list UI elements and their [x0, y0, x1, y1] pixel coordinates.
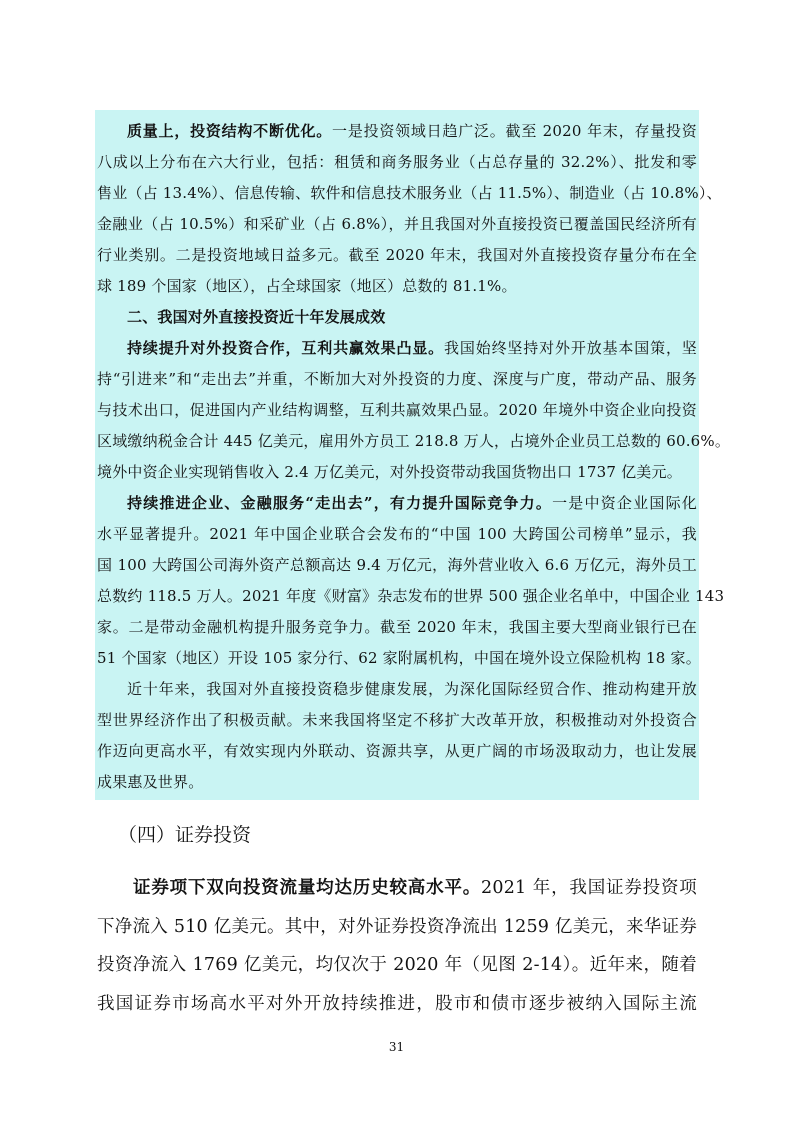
body-line-4: 我国证券市场高水平对外开放持续推进，股市和债市逐步被纳入国际主流: [97, 994, 697, 1014]
p2-line-4: 区域缴纳税金合计 445 亿美元，雇用外方员工 218.8 万人，占境外企业员工总数的 60.6%。: [97, 432, 731, 450]
p2-line-1: [97, 338, 697, 358]
p2-line-2: 持“引进来”和“走出去”并重，不断加大对外投资的力度、深度与广度，带动产品、服务: [97, 370, 697, 388]
p1-lead: 质量上，投资结构不断优化。: [127, 122, 333, 140]
p1-line-4: 金融业（占 10.5%）和采矿业（占 6.8%），并且我国对外直接投资已覆盖国民经济所有: [97, 215, 697, 233]
page-number: 31: [388, 1040, 405, 1054]
p2-line-5: 境外中资企业实现销售收入 2.4 万亿美元，对外投资带动我国货物出口 1737 亿美元。: [97, 463, 682, 481]
p2-lead: 持续提升对外投资合作，互利共赢效果凸显。: [127, 339, 445, 357]
p3-lead: 持续推进企业、金融服务“走出去”，有力提升国际竞争力。: [127, 494, 553, 512]
body-line-1: [97, 876, 697, 900]
p3-line-4: 总数约 118.5 万人。2021 年度《财富》杂志发布的世界 500 强企业名单中，中国企业 143: [97, 587, 725, 605]
p4-line-2: 型世界经济作出了积极贡献。未来我国将坚定不移扩大改革开放，积极推动对外投资合: [97, 711, 697, 729]
p1-line-5: 行业类别。二是投资地域日益多元。截至 2020 年末，我国对外直接投资存量分布在全: [97, 246, 697, 264]
p3-line-1-text: 一是中资企业国际化: [552, 494, 697, 512]
p1-line-2: 八成以上分布在六大行业，包括：租赁和商务服务业（占总存量的 32.2%）、批发和零: [97, 153, 697, 171]
p1-line-1-text: 一是投资领域日趋广泛。截至 2020 年末，存量投资: [332, 122, 697, 140]
p3-line-2: 水平显著提升。2021 年中国企业联合会发布的“中国 100 大跨国公司榜单”显示，我: [97, 525, 697, 543]
p1-line-3: 售业（占 13.4%）、信息传输、软件和信息技术服务业（占 11.5%）、制造业（占 10.8%）、: [97, 184, 722, 202]
p4-line-4: 成果惠及世界。: [97, 773, 204, 791]
p3-line-5: 家。二是带动金融机构提升服务竞争力。截至 2020 年末，我国主要大型商业银行已在: [97, 618, 697, 636]
p4-line-1: 近十年来，我国对外直接投资稳步健康发展，为深化国际经贸合作、推动构建开放: [127, 680, 697, 698]
body-lead: 证券项下双向投资流量均达历史较高水平。: [133, 878, 482, 898]
p1-line-1: [97, 121, 697, 141]
body-line-1-text: 2021 年，我国证券投资项: [481, 878, 697, 898]
p3-line-3: 国 100 大跨国公司海外资产总额高达 9.4 万亿元，海外营业收入 6.6 万亿元，海外员工: [97, 556, 697, 574]
p1-line-6: 球 189 个国家（地区），占全球国家（地区）总数的 81.1%。: [97, 277, 517, 295]
p2-line-1-text: 我国始终坚持对外开放基本国策，坚: [444, 339, 697, 357]
body-line-2: 下净流入 510 亿美元。其中，对外证券投资净流出 1259 亿美元，来华证券: [97, 917, 697, 937]
body-line-3: 投资净流入 1769 亿美元，均仅次于 2020 年（见图 2-14）。近年来，随着: [97, 955, 697, 975]
p4-line-3: 作迈向更高水平，有效实现内外联动、资源共享，从更广阔的市场汲取动力，也让发展: [97, 742, 697, 760]
box-heading: 二、我国对外直接投资近十年发展成效: [127, 308, 386, 326]
p3-line-1: [97, 493, 697, 513]
p2-line-3: 与技术出口，促进国内产业结构调整，互利共赢效果凸显。2020 年境外中资企业向投资: [97, 401, 697, 419]
section-heading: （四）证券投资: [118, 824, 252, 846]
p3-line-6: 51 个国家（地区）开设 105 家分行、62 家附属机构，中国在境外设立保险机构 18 家。: [97, 649, 701, 667]
